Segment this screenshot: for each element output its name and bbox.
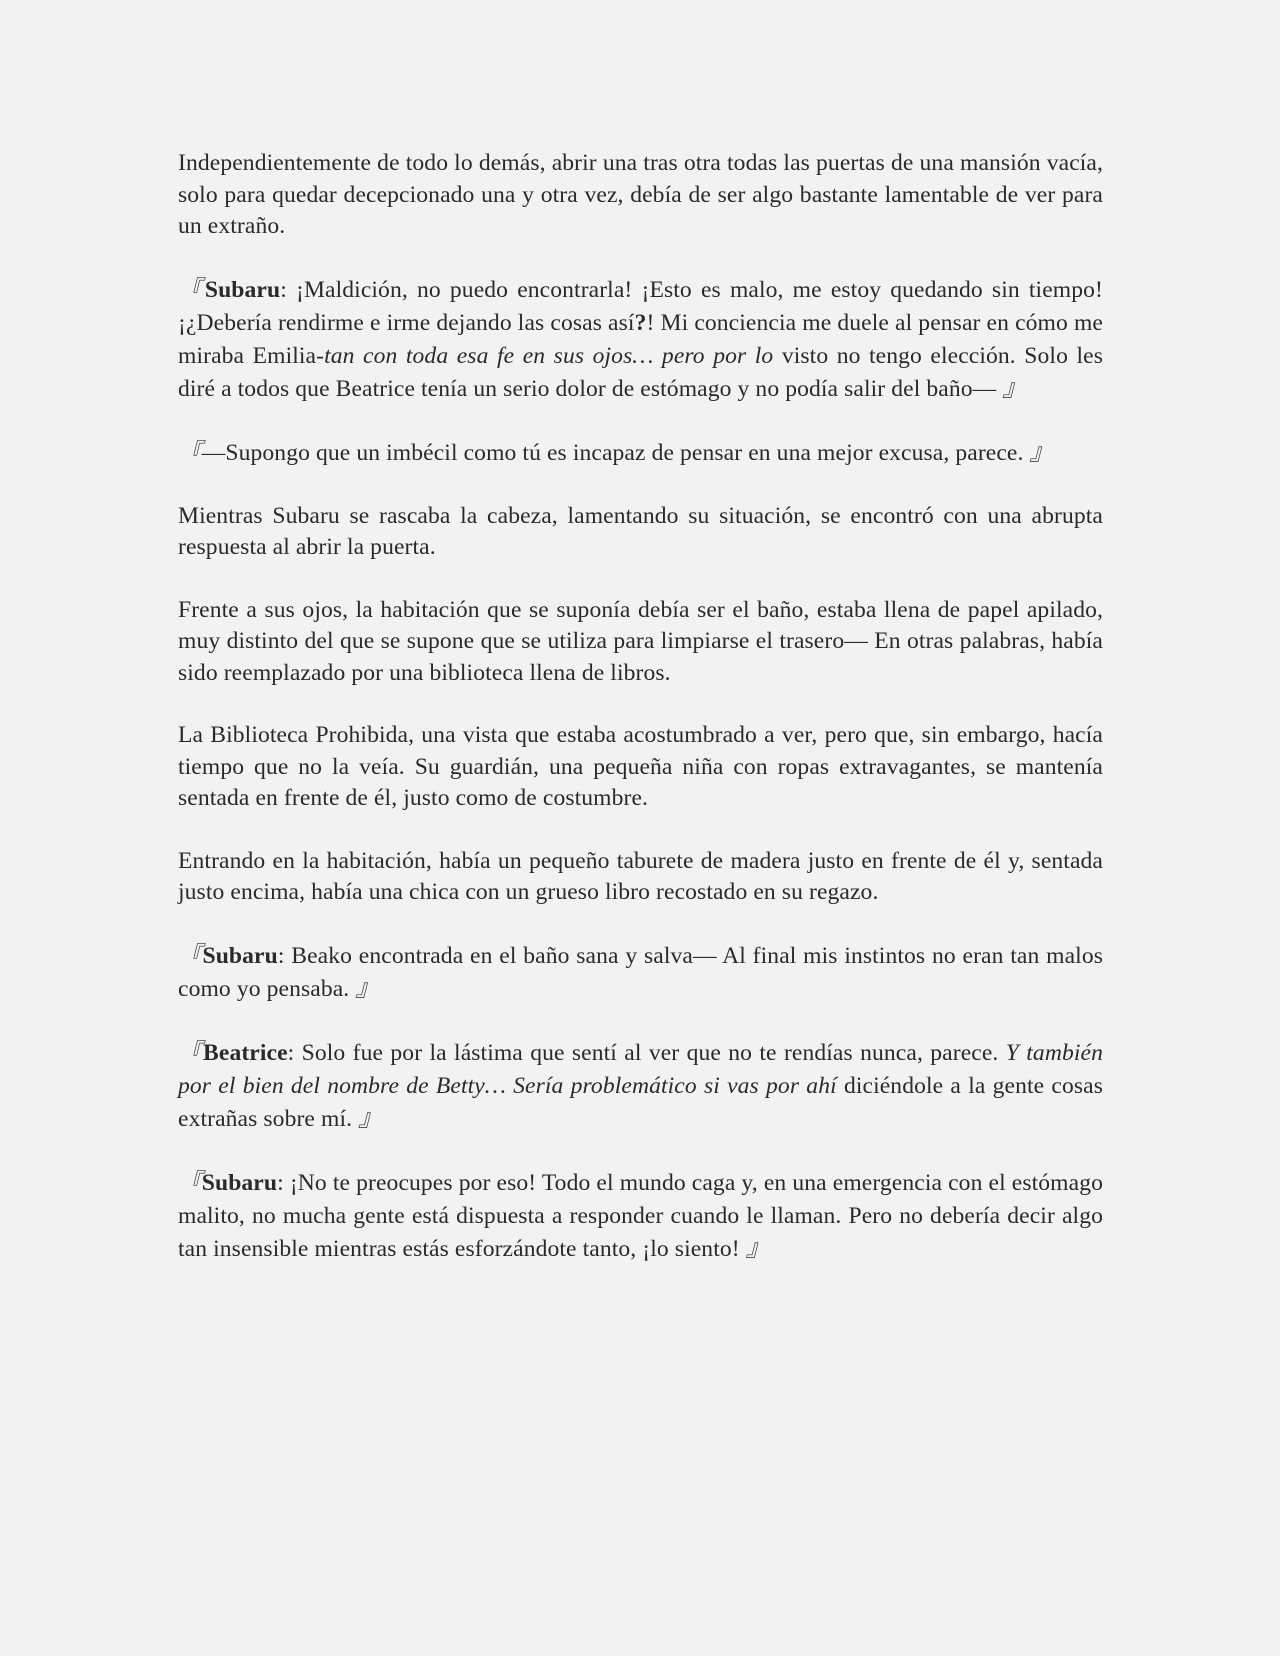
close-quote-mark: 』 bbox=[745, 1235, 770, 1262]
dialogue-text: ¡No te preocupes por eso! Todo el mundo caga y, en una emergencia con el estómago malito, no mucha gente está dispuesta a responder cuando le llaman. Pero no debería decir algo tan insensible mientras estás esforzándote tanto, ¡lo siento! bbox=[178, 1169, 1103, 1262]
open-quote-mark: 『 bbox=[178, 1169, 202, 1196]
dialogue-text: ! Mi conciencia me duele al pensar en cómo me miraba Emilia- bbox=[178, 309, 1104, 369]
close-quote-mark: 』 bbox=[355, 975, 379, 1002]
dialogue-text-italic: Y también por el bien del nombre de Betty… Sería problemático si vas por ahí bbox=[178, 1039, 1103, 1099]
speaker-separator: : bbox=[280, 276, 296, 303]
dialogue-voice bbox=[178, 437, 1103, 470]
dialogue-text-bold: ? bbox=[634, 309, 647, 336]
paragraph-1: Independientemente de todo lo demás, abrir una tras otra todas las puertas de una mansión vacía, solo para quedar decepcionado una y otra vez, debía de ser algo bastante lamentable de ver para un extraño. bbox=[178, 150, 1103, 239]
open-quote-mark: 『 bbox=[178, 1039, 204, 1066]
open-quote-mark: 『 bbox=[178, 942, 203, 969]
paragraph-6: La Biblioteca Prohibida, una vista que estaba acostumbrado a ver, pero que, sin embargo, hacía tiempo que no la veía. Su guardián, una pequeña niña con ropas extravagantes, se mantenía sentada en frente de él, justo como de costumbre. bbox=[178, 722, 1103, 811]
open-quote-mark: 『 bbox=[178, 276, 205, 303]
speaker-separator: : bbox=[277, 942, 292, 969]
dialogue-text: —Supongo que un imbécil como tú es incapaz de pensar en una mejor excusa, parece. bbox=[201, 439, 1030, 466]
paragraph-4: Mientras Subaru se rascaba la cabeza, lamentando su situación, se encontró con una abrupta respuesta al abrir la puerta. bbox=[178, 502, 1103, 560]
dialogue-subaru-2 bbox=[178, 940, 1103, 1006]
speaker-name: Subaru bbox=[201, 1169, 278, 1196]
dialogue-subaru-3 bbox=[178, 1167, 1103, 1266]
dialogue-beatrice bbox=[178, 1037, 1103, 1136]
speaker-separator: : bbox=[277, 1169, 290, 1196]
open-quote-mark: 『 bbox=[178, 439, 202, 466]
close-quote-mark: 』 bbox=[1002, 375, 1027, 402]
dialogue-text: diciéndole a la gente cosas extrañas sobre mí. bbox=[178, 1072, 1104, 1132]
speaker-separator: : bbox=[287, 1039, 302, 1066]
dialogue-text: visto no tengo elección. Solo les diré a todos que Beatrice tenía un serio dolor de estómago y no podía salir del baño— bbox=[178, 342, 1103, 402]
speaker-name: Subaru bbox=[204, 276, 281, 303]
dialogue-text: Beako encontrada en el baño sana y salva— Al final mis instintos no eran tan malos como yo pensaba. bbox=[178, 942, 1104, 1002]
close-quote-mark: 』 bbox=[358, 1105, 382, 1132]
speaker-name: Subaru bbox=[202, 942, 278, 969]
close-quote-mark: 』 bbox=[1029, 439, 1054, 466]
dialogue-text: Solo fue por la lástima que sentí al ver que no te rendías nunca, parece. bbox=[301, 1039, 1006, 1066]
paragraph-5: Frente a sus ojos, la habitación que se suponía debía ser el baño, estaba llena de papel apilado, muy distinto del que se supone que se utiliza para limpiarse el trasero— En otras palabras, había sido reemplazado por una biblioteca llena de libros. bbox=[178, 596, 1103, 686]
paragraph-7: Entrando en la habitación, había un pequeño taburete de madera justo en frente de él y, sentada justo encima, había una chica con un grueso libro recostado en su regazo. bbox=[178, 847, 1103, 905]
speaker-name: Beatrice bbox=[203, 1039, 288, 1066]
dialogue-subaru-1 bbox=[178, 274, 1103, 406]
dialogue-text: ¡Maldición, no puedo encontrarla! ¡Esto es malo, me estoy quedando sin tiempo! ¡¿Debería rendirme e irme dejando las cosas así bbox=[178, 276, 1103, 336]
dialogue-text-italic: tan con toda esa fe en sus ojos… pero por lo bbox=[324, 342, 774, 369]
